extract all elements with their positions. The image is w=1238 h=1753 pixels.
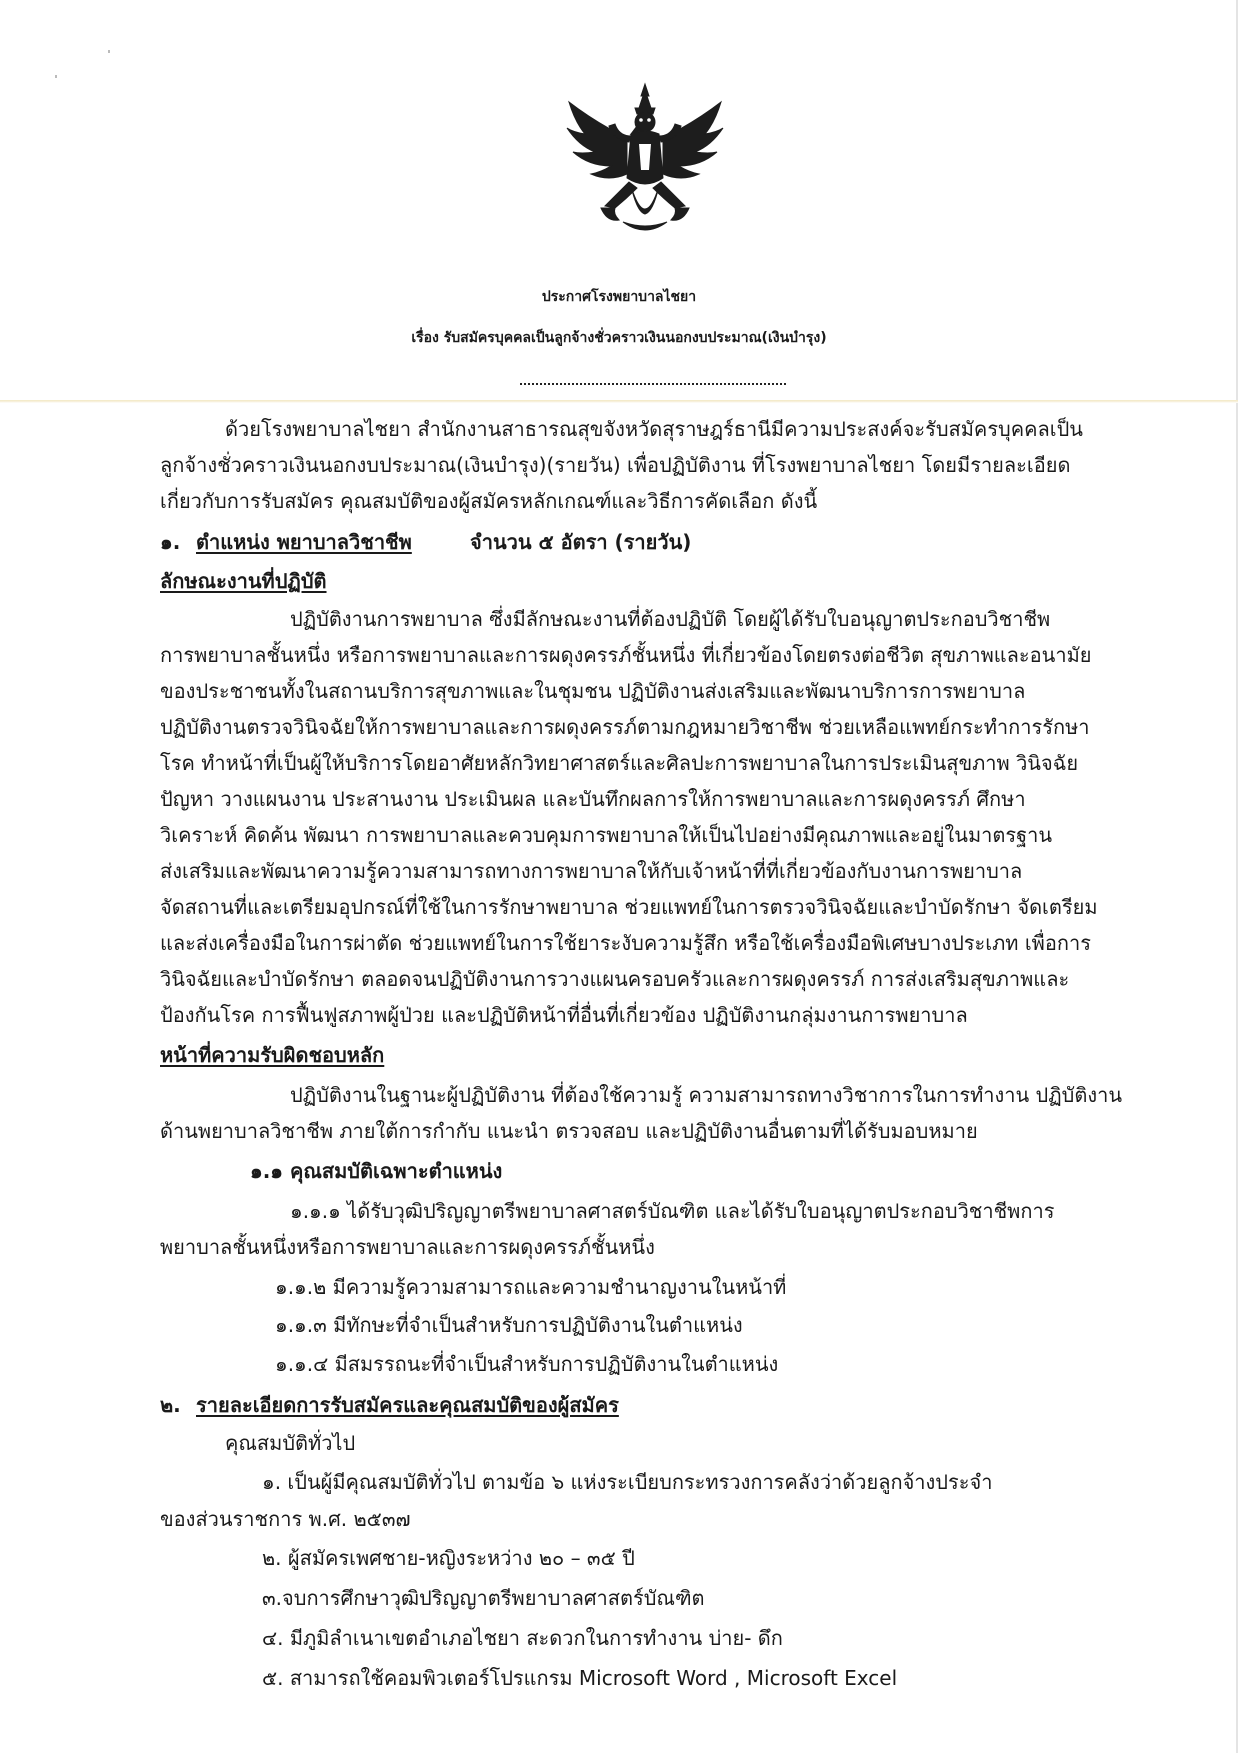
position-number: ๑. — [160, 530, 181, 554]
responsibilities-line: ด้านพยาบาลวิชาชีพ ภายใต้การกำกับ แนะนำ ตรวจสอบ และปฏิบัติงานอื่นตามที่ได้รับมอบหมาย — [160, 1119, 978, 1143]
duties-line: ปฏิบัติงานการพยาบาล ซึ่งมีลักษณะงานที่ต้องปฏิบัติ โดยผู้ได้รับใบอนุญาตประกอบวิชาชีพ — [290, 607, 1051, 631]
qualification-line: ๑.๑.๑ ได้รับวุฒิปริญญาตรีพยาบาลศาสตร์บัณฑิต และได้รับใบอนุญาตประกอบวิชาชีพการ — [290, 1199, 1055, 1223]
position-count: จำนวน ๕ อัตรา (รายวัน) — [470, 530, 692, 554]
general-qualification-item: ๑. เป็นผู้มีคุณสมบัติทั่วไป ตามข้อ ๖ แห่งระเบียบกระทรวงการคลังว่าด้วยลูกจ้างประจำ — [262, 1470, 993, 1494]
announcement-title: ประกาศโรงพยาบาลไชยา — [541, 289, 697, 305]
duties-line: วิเคราะห์ คิดค้น พัฒนา การพยาบาลและควบคุมการพยาบาลให้เป็นไปอย่างมีคุณภาพและอยู่ในมาตรฐาน — [160, 823, 1053, 847]
section2-heading: รายละเอียดการรับสมัครและคุณสมบัติของผู้สมัคร — [196, 1393, 619, 1417]
general-qualification-item: ของส่วนราชการ พ.ศ. ๒๕๓๗ — [160, 1507, 411, 1531]
scan-speck — [108, 50, 110, 53]
general-qualification-item: ๕. สามารถใช้คอมพิวเตอร์โปรแกรม Microsoft Word , Microsoft Excel — [262, 1666, 898, 1690]
garuda-emblem-icon — [565, 82, 725, 238]
paper-fold-line — [0, 400, 1238, 403]
duties-line: ป้องกันโรค การฟื้นฟูสภาพผู้ป่วย และปฏิบัติหน้าที่อื่นที่เกี่ยวข้อง ปฏิบัติงานกลุ่มงานการพยาบาล — [160, 1003, 968, 1027]
general-qualification-item: ๓.จบการศึกษาวุฒิปริญญาตรีพยาบาลศาสตร์บัณฑิต — [262, 1586, 705, 1610]
responsibilities-line: ปฏิบัติงานในฐานะผู้ปฏิบัติงาน ที่ต้องใช้ความรู้ ความสามารถทางวิชาการในการทำงาน ปฏิบัติงาน — [290, 1083, 1123, 1107]
duties-line: ปัญหา วางแผนงาน ประสานงาน ประเมินผล และบันทึกผลการให้การพยาบาลและการผดุงครรภ์ ศึกษา — [160, 787, 1026, 811]
intro-line: เกี่ยวกับการรับสมัคร คุณสมบัติของผู้สมัครหลักเกณฑ์และวิธีการคัดเลือก ดังนี้ — [160, 489, 818, 513]
general-qualification-item: ๒. ผู้สมัครเพศชาย-หญิงระหว่าง ๒๐ – ๓๕ ปี — [262, 1546, 635, 1570]
duties-line: ปฏิบัติงานตรวจวินิจฉัยให้การพยาบาลและการผดุงครรภ์ตามกฎหมายวิชาชีพ ช่วยเหลือแพทย์กระทำการรักษา — [160, 715, 1090, 739]
section2-number: ๒. — [160, 1393, 181, 1417]
duties-line: จัดสถานที่และเตรียมอุปกรณ์ที่ใช้ในการรักษาพยาบาล ช่วยแพทย์ในการตรวจวินิจฉัยและบำบัดรักษา จัดเตรียม — [160, 895, 1098, 919]
responsibilities-heading: หน้าที่ความรับผิดชอบหลัก — [160, 1043, 385, 1067]
general-qualification-item: ๔. มีภูมิลำเนาเขตอำเภอไชยา สะดวกในการทำงาน บ่าย- ดึก — [262, 1626, 783, 1650]
duties-line: โรค ทำหน้าที่เป็นผู้ให้บริการโดยอาศัยหลักวิทยาศาสตร์และศิลปะการพยาบาลในการประเมินสุขภาพ วินิจฉัย — [160, 751, 1079, 775]
duties-line: ส่งเสริมและพัฒนาความรู้ความสามารถทางการพยาบาลให้กับเจ้าหน้าที่ที่เกี่ยวข้องกับงานการพยาบาล — [160, 859, 1023, 883]
duties-heading: ลักษณะงานที่ปฏิบัติ — [160, 569, 327, 593]
duties-line: การพยาบาลชั้นหนึ่ง หรือการพยาบาลและการผดุงครรภ์ชั้นหนึ่ง ที่เกี่ยวข้องโดยตรงต่อชีวิต สุขภาพและอนามัย — [160, 643, 1092, 667]
qualification-heading: ๑.๑ คุณสมบัติเฉพาะตำแหน่ง — [250, 1159, 503, 1183]
intro-line: ด้วยโรงพยาบาลไชยา สำนักงานสาธารณสุขจังหวัดสุราษฎร์ธานีมีความประสงค์จะรับสมัครบุคคลเป็น — [225, 417, 1083, 441]
scan-speck — [55, 75, 57, 78]
qualification-line: พยาบาลชั้นหนึ่งหรือการพยาบาลและการผดุงครรภ์ชั้นหนึ่ง — [160, 1235, 655, 1259]
qualification-line: ๑.๑.๓ มีทักษะที่จำเป็นสำหรับการปฏิบัติงานในตำแหน่ง — [275, 1313, 743, 1337]
announcement-subject: เรื่อง รับสมัครบุคคลเป็นลูกจ้างชั่วคราวเงินนอกงบประมาณ(เงินบำรุง) — [411, 330, 827, 346]
duties-line: และส่งเครื่องมือในการผ่าตัด ช่วยแพทย์ในการใช้ยาระงับความรู้สึก หรือใช้เครื่องมือพิเศษบางประเภท เพื่อการ — [160, 931, 1091, 955]
duties-line: ของประชาชนทั้งในสถานบริการสุขภาพและในชุมชน ปฏิบัติงานส่งเสริมและพัฒนาบริการการพยาบาล — [160, 679, 1026, 703]
duties-line: วินิจฉัยและบำบัดรักษา ตลอดจนปฏิบัติงานการวางแผนครอบครัวและการผดุงครรภ์ การส่งเสริมสุขภาพและ — [160, 967, 1070, 991]
qualification-line: ๑.๑.๔ มีสมรรถนะที่จำเป็นสำหรับการปฏิบัติงานในตำแหน่ง — [275, 1352, 779, 1376]
intro-line: ลูกจ้างชั่วคราวเงินนอกงบประมาณ(เงินบำรุง)(รายวัน) เพื่อปฏิบัติงาน ที่โรงพยาบาลไชยา โดยมีรายละเอียด — [160, 453, 1071, 477]
dotted-separator — [520, 383, 786, 385]
position-name: ตำแหน่ง พยาบาลวิชาชีพ — [196, 530, 412, 554]
general-qualifications-label: คุณสมบัติทั่วไป — [225, 1431, 356, 1455]
qualification-line: ๑.๑.๒ มีความรู้ความสามารถและความชำนาญงานในหน้าที่ — [275, 1275, 787, 1299]
